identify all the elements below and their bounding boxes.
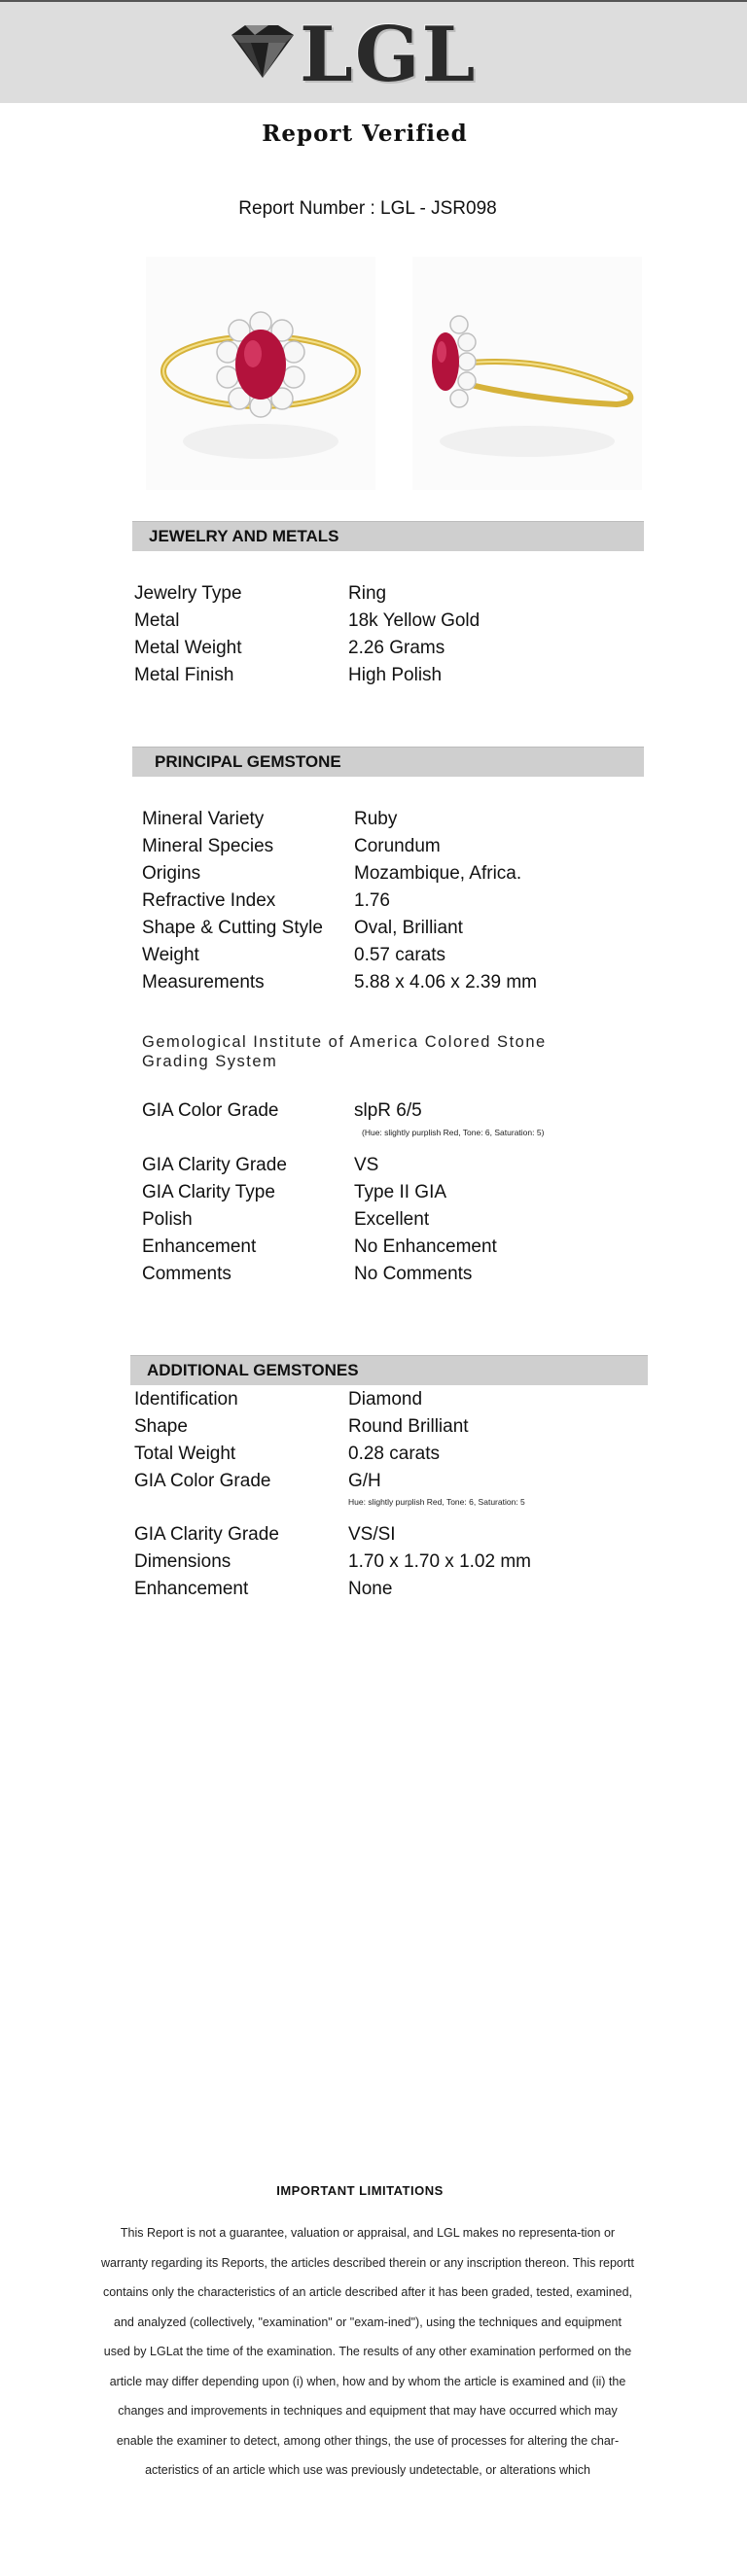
row-value: 5.88 x 4.06 x 2.39 mm — [354, 972, 537, 992]
row-value: Round Brilliant — [348, 1416, 469, 1437]
row-value: No Enhancement — [354, 1236, 497, 1257]
section-title: PRINCIPAL GEMSTONE — [155, 752, 341, 771]
section-title: ADDITIONAL GEMSTONES — [147, 1361, 359, 1379]
row-value: VS — [354, 1155, 379, 1175]
row-label: Enhancement — [142, 1236, 257, 1257]
row-value: 1.70 x 1.70 x 1.02 mm — [348, 1551, 531, 1572]
row-label: GIA Color Grade — [134, 1471, 271, 1491]
ring-front-photo — [146, 257, 375, 490]
row-value: High Polish — [348, 665, 443, 685]
logo-text: LGL — [300, 11, 478, 99]
row-label: GIA Clarity Grade — [134, 1524, 279, 1545]
row-value: Corundum — [354, 836, 441, 856]
row-label: Metal Weight — [134, 638, 242, 658]
row-label: Total Weight — [134, 1444, 236, 1464]
row-value: 1.76 — [354, 890, 390, 911]
row-label: Identification — [134, 1389, 238, 1410]
row-label: Shape & Cutting Style — [142, 918, 323, 938]
row-value: 18k Yellow Gold — [348, 610, 480, 631]
header-bar — [0, 2, 747, 103]
row-label: Jewelry Type — [134, 583, 242, 604]
row-value: 0.28 carats — [348, 1444, 440, 1464]
section-header-principal — [132, 747, 644, 777]
diamond-color-note: Hue: slightly purplish Red, Tone: 6, Saturation: 5 — [348, 1497, 525, 1507]
row-value: Diamond — [348, 1389, 423, 1410]
ring-side-photo — [412, 257, 642, 490]
row-label: GIA Color Grade — [142, 1100, 279, 1121]
row-value: None — [348, 1579, 393, 1599]
limitations-text: This Report is not a guarantee, valuation or appraisal, and LGL makes no representa-tion or warranty regarding its Reports, the articles described therein or any inscription thereon. This reportt contains only the characteristics of an article described after it has been graded, tested, examined, and analyzed (collectively, "examination" or "exam-ined"), using the techniques and equipment used by LGLat the time of the examination. The results of any other examination performed on the article may differ depending upon (i) when, how and by whom the article is examined and (ii) the changes and improvements in techniques and equipment that may have occurred which may enable the examiner to detect, among other things, the use of processes for altering the char-acteristics of an article which use was previously undetectable, or alterations which — [101, 2226, 634, 2477]
row-label: Metal — [134, 610, 180, 631]
row-label: Measurements — [142, 972, 265, 992]
section-title: JEWELRY AND METALS — [149, 527, 339, 545]
diamond-icon — [226, 21, 298, 82]
row-label: Shape — [134, 1416, 188, 1437]
row-label: Refractive Index — [142, 890, 276, 911]
row-label: Mineral Variety — [142, 809, 265, 829]
row-value: Type II GIA — [354, 1182, 447, 1202]
row-label: Polish — [142, 1209, 193, 1230]
limitations-title: IMPORTANT LIMITATIONS — [276, 2183, 444, 2198]
row-value: Ruby — [354, 809, 398, 829]
row-label: Mineral Species — [142, 836, 274, 856]
row-value: VS/SI — [348, 1524, 396, 1545]
section-header-jewelry — [132, 521, 644, 551]
row-label: Origins — [142, 863, 201, 884]
row-value: No Comments — [354, 1264, 473, 1284]
row-value: 0.57 carats — [354, 945, 445, 965]
lgl-logo — [226, 11, 479, 99]
row-value: Ring — [348, 583, 387, 604]
grading-system-name: Gemological Institute of America Colored Stone Grading System — [142, 1033, 547, 1070]
row-label: GIA Clarity Grade — [142, 1155, 287, 1175]
section-header-additional — [130, 1355, 648, 1385]
row-value: Oval, Brilliant — [354, 918, 463, 938]
row-value: G/H — [348, 1471, 381, 1491]
row-label: Dimensions — [134, 1551, 231, 1572]
color-grade-note: (Hue: slightly purplish Red, Tone: 6, Saturation: 5) — [362, 1128, 545, 1137]
row-label: Weight — [142, 945, 199, 965]
row-label: GIA Clarity Type — [142, 1182, 275, 1202]
row-value: Mozambique, Africa. — [354, 863, 522, 884]
row-label: Comments — [142, 1264, 231, 1284]
page-title: Report Verified — [262, 121, 468, 147]
row-value: slpR 6/5 — [354, 1100, 422, 1121]
report-number: Report Number : LGL - JSR098 — [238, 198, 497, 219]
row-label: Enhancement — [134, 1579, 249, 1599]
row-value: Excellent — [354, 1209, 430, 1230]
row-label: Metal Finish — [134, 665, 234, 685]
row-value: 2.26 Grams — [348, 638, 445, 658]
